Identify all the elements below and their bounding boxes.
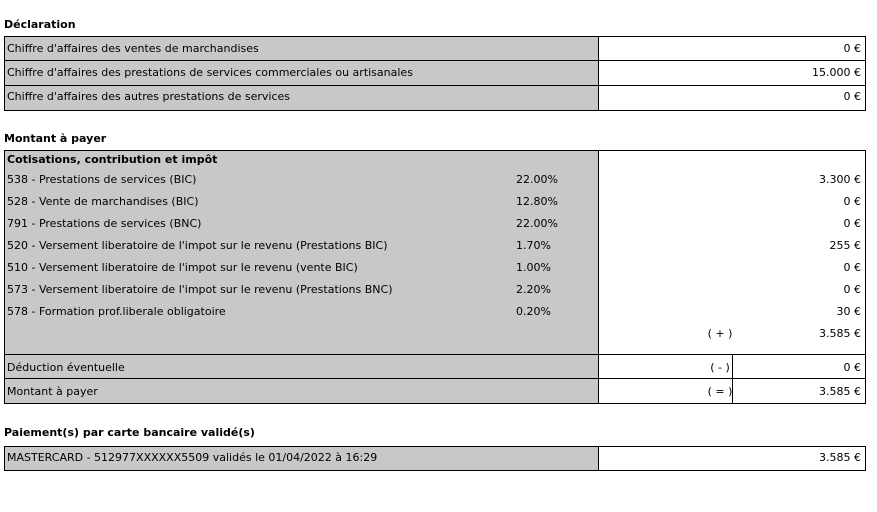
contribution-label: 791 - Prestations de services (BNC) bbox=[7, 217, 202, 230]
contribution-label: 573 - Versement liberatoire de l'impot sur le revenu (Prestations BNC) bbox=[7, 283, 393, 296]
total-value: 3.585 € bbox=[819, 385, 861, 398]
row-divider bbox=[4, 85, 866, 86]
contribution-rate: 22.00% bbox=[516, 217, 558, 230]
declaration-row-value: 15.000 € bbox=[812, 66, 861, 79]
subtotal-sign: ( + ) bbox=[707, 327, 733, 340]
deduction-sign: ( - ) bbox=[710, 361, 730, 374]
contribution-label: 520 - Versement liberatoire de l'impot sur le revenu (Prestations BIC) bbox=[7, 239, 388, 252]
subtotal-value: 3.585 € bbox=[819, 327, 861, 340]
paiement-title: Paiement(s) par carte bancaire validé(s) bbox=[4, 426, 255, 439]
declaration-title: Déclaration bbox=[4, 18, 76, 31]
contribution-rate: 0.20% bbox=[516, 305, 551, 318]
row-divider bbox=[4, 354, 866, 355]
total-sign: ( = ) bbox=[707, 385, 733, 398]
contribution-rate: 22.00% bbox=[516, 173, 558, 186]
total-label: Montant à payer bbox=[7, 385, 98, 398]
contribution-label: 528 - Vente de marchandises (BIC) bbox=[7, 195, 199, 208]
deduction-value: 0 € bbox=[843, 361, 861, 374]
paiement-label: MASTERCARD - 512977XXXXXX5509 validés le 01/04/2022 à 16:29 bbox=[7, 451, 378, 464]
contribution-value: 3.300 € bbox=[819, 173, 861, 186]
declaration-row-label: Chiffre d'affaires des prestations de services commerciales ou artisanales bbox=[7, 66, 413, 79]
row-divider bbox=[4, 378, 866, 379]
contribution-rate: 1.00% bbox=[516, 261, 551, 274]
contribution-value: 255 € bbox=[829, 239, 861, 252]
contribution-value: 0 € bbox=[843, 195, 861, 208]
contribution-rate: 1.70% bbox=[516, 239, 551, 252]
paiement-value: 3.585 € bbox=[819, 451, 861, 464]
declaration-row-value: 0 € bbox=[843, 90, 861, 103]
declaration-row-label: Chiffre d'affaires des autres prestations de services bbox=[7, 90, 291, 103]
montant-title: Montant à payer bbox=[4, 132, 107, 145]
contribution-value: 30 € bbox=[836, 305, 861, 318]
contribution-label: 578 - Formation prof.liberale obligatoire bbox=[7, 305, 226, 318]
section-title: Cotisations, contribution et impôt bbox=[7, 153, 218, 166]
contribution-rate: 2.20% bbox=[516, 283, 551, 296]
declaration-row-label: Chiffre d'affaires des ventes de marchandises bbox=[7, 42, 259, 55]
contribution-value: 0 € bbox=[843, 261, 861, 274]
contribution-value: 0 € bbox=[843, 217, 861, 230]
contribution-value: 0 € bbox=[843, 283, 861, 296]
declaration-row-value: 0 € bbox=[843, 42, 861, 55]
deduction-label: Déduction éventuelle bbox=[7, 361, 125, 374]
contribution-label: 538 - Prestations de services (BIC) bbox=[7, 173, 197, 186]
contribution-rate: 12.80% bbox=[516, 195, 558, 208]
contribution-label: 510 - Versement liberatoire de l'impot sur le revenu (vente BIC) bbox=[7, 261, 358, 274]
row-divider bbox=[4, 60, 866, 61]
